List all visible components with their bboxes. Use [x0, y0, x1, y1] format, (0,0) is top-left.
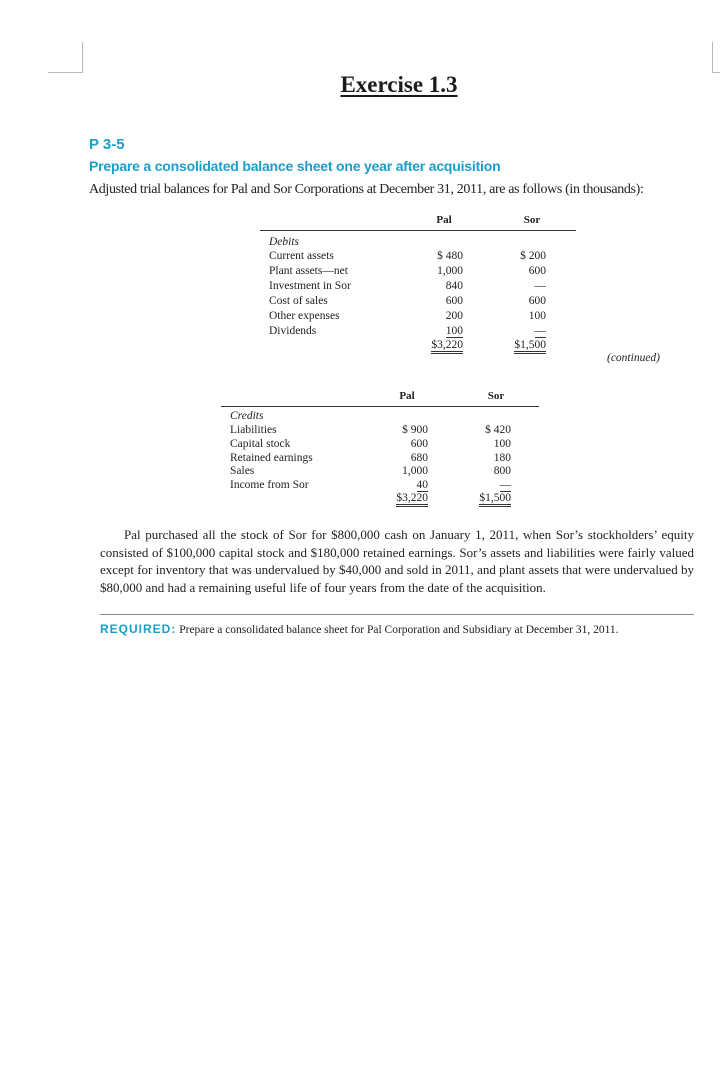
pal-value: 200 [445, 310, 463, 322]
debits-caption: Debits [269, 236, 300, 248]
section-number: P 3-5 [89, 136, 125, 153]
row-label: Retained earnings [230, 452, 313, 464]
pal-value: 680 [410, 452, 428, 464]
page-title [0, 72, 720, 98]
debits-table [260, 214, 576, 359]
debits-header-pal: Pal [436, 214, 452, 226]
sor-total: $1,500 [479, 492, 511, 507]
table-row [221, 409, 539, 424]
table-row-total [221, 491, 539, 506]
row-label: Sales [230, 465, 255, 477]
sor-value: 600 [528, 295, 546, 307]
row-label: Capital stock [230, 438, 291, 450]
pal-value: 1,000 [402, 465, 428, 477]
pal-value: 600 [445, 295, 463, 307]
sor-value: — [499, 479, 511, 491]
row-label: Dividends [269, 325, 317, 337]
sor-value: 100 [493, 438, 511, 450]
row-label: Cost of sales [269, 295, 328, 307]
pal-total: $3,220 [431, 339, 463, 354]
pal-value-cell [403, 324, 463, 339]
table-row [221, 464, 539, 479]
section-heading: Prepare a consolidated balance sheet one year after acquisition [89, 158, 501, 174]
sor-value: 600 [528, 265, 546, 277]
pal-value: 1,000 [437, 265, 463, 277]
pal-value: $ 480 [437, 250, 463, 262]
sor-total: $1,500 [514, 339, 546, 354]
pal-value: 840 [445, 280, 463, 292]
table-row [260, 324, 576, 339]
sor-value: $ 200 [520, 250, 546, 262]
table-row-total [260, 338, 576, 353]
sor-value: $ 420 [485, 424, 511, 436]
required-text: Prepare a consolidated balance sheet for Pal Corporation and Subsidiary at December 31, 2011. [179, 624, 619, 636]
row-label: Plant assets—net [269, 265, 348, 277]
continued-label: (continued) [607, 352, 661, 364]
credits-table [221, 390, 539, 510]
problem-paragraph: Pal purchased all the stock of Sor for $800,000 cash on January 1, 2011, when Sor’s stockholders’ equity consisted of $100,000 capital stock and $180,000 retained earnings. Sor’s assets and liabilities were fairly valued except for inventory that was undervalued by $40,000 and sold in 2011, and plant assets that were undervalued by $80,000 and had a remaining useful life of four years from the date of the acquisition. [100, 527, 694, 595]
row-label: Current assets [269, 250, 334, 262]
intro-text: Adjusted trial balances for Pal and Sor Corporations at December 31, 2011, are as follows (in thousands): [89, 182, 644, 197]
table-row [260, 279, 576, 294]
pal-value: 40 [416, 479, 428, 491]
sor-total-cell [451, 491, 511, 506]
row-label: Other expenses [269, 310, 340, 322]
pal-total-cell [368, 491, 428, 506]
credits-header-sor: Sor [487, 390, 505, 402]
sor-value: — [534, 325, 546, 337]
row-label: Liabilities [230, 424, 277, 436]
sor-value: 180 [493, 452, 511, 464]
pal-value: 600 [410, 438, 428, 450]
table-row [260, 249, 576, 264]
credits-caption: Credits [230, 410, 264, 422]
required-line [100, 622, 710, 636]
row-label: Investment in Sor [269, 280, 351, 292]
table-row [260, 264, 576, 279]
required-label: REQUIRED: [100, 622, 177, 636]
sor-total-cell [486, 338, 546, 353]
table-row [221, 423, 539, 438]
row-label: Income from Sor [230, 479, 309, 491]
table-row [260, 309, 576, 324]
page-title-text: Exercise 1.3 [340, 72, 458, 97]
sor-value: — [534, 280, 546, 292]
pal-value: 100 [445, 325, 463, 337]
sor-value-cell [486, 324, 546, 339]
pal-total-cell [403, 338, 463, 353]
table-row [260, 235, 576, 250]
debits-header-sor: Sor [523, 214, 541, 226]
sor-value: 800 [493, 465, 511, 477]
required-rule [100, 614, 694, 615]
debits-header-rule [260, 230, 576, 231]
pal-value: $ 900 [402, 424, 428, 436]
crop-mark-right [712, 42, 720, 73]
table-row [221, 437, 539, 452]
sor-value: 100 [528, 310, 546, 322]
credits-header-pal: Pal [399, 390, 415, 402]
table-row [260, 294, 576, 309]
pal-total: $3,220 [396, 492, 428, 507]
crop-mark-left [48, 42, 83, 73]
credits-header-rule [221, 406, 539, 407]
